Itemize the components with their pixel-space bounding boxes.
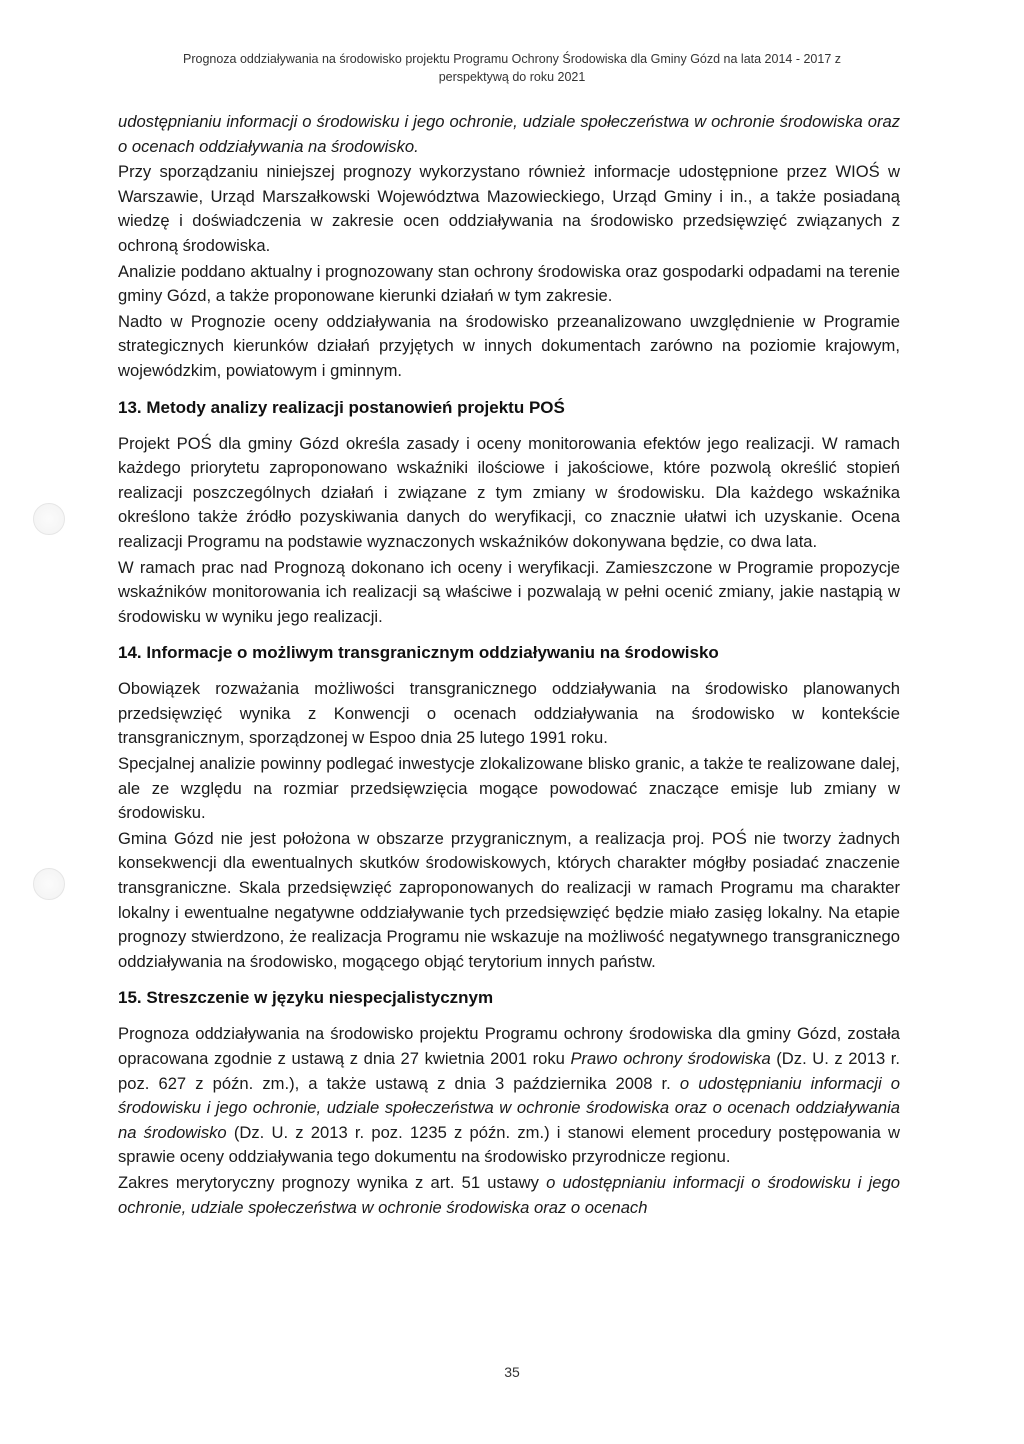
italic-act-title: o udostępnianiu informacji o środowisku i jego ochronie, udziale społeczeństwa w ochronie środowiska oraz o ocenach oddziaływania na środowisko — [118, 1073, 900, 1142]
running-header — [120, 50, 904, 86]
section-13-paragraph: Projekt POŚ dla gminy Gózd określa zasady i oceny monitorowania efektów jego realizacji. W ramach każdego priorytetu zaproponowano wskaźniki ilościowe i jakościowe, które pozwolą określić stopień realizacji poszczególnych działań i związane z tym zmiany w środowisku. Dla każdego wskaźnika określono także źródło pozyskiwania danych do weryfikacji, co znacznie ułatwi ich uzyskanie. Ocena realizacji Programu na podstawie wyznaczonych wskaźników dokonywana będzie, co dwa lata. — [118, 433, 900, 551]
text-run: (Dz. U. z 2013 r. poz. 1235 z późn. zm.) i stanowi element procedury postępowania w sprawie oceny oddziaływania tego dokumentu na środowisko przyrodnicze regionu. — [118, 1122, 900, 1167]
italic-act-title: o udostępnianiu informacji o środowisku i jego ochronie, udziale społeczeństwa w ochronie środowiska oraz o ocenach — [118, 1172, 900, 1217]
text-run: Prognoza oddziaływania na środowisko projektu Programu ochrony środowiska dla gminy Gózd, została opracowana zgodnie z ustawą z dnia 27 kwietnia 2001 roku — [118, 1024, 900, 1068]
page-number: 35 — [504, 1364, 520, 1380]
text-run: Zakres merytoryczny prognozy wynika z art. 51 ustawy — [118, 1172, 547, 1192]
section-15-paragraph — [118, 1171, 900, 1220]
section-15-heading: 15. Streszczenie w języku niespecjalistycznym — [118, 988, 494, 1008]
intro-paragraph: Analizie poddano aktualny i prognozowany stan ochrony środowiska oraz gospodarki odpadami na terenie gminy Gózd, a także proponowane kierunki działań w tym zakresie. — [118, 261, 900, 306]
section-13-heading: 13. Metody analizy realizacji postanowień projektu POŚ — [118, 397, 565, 417]
section-14-heading: 14. Informacje o możliwym transgranicznym oddziaływaniu na środowisko — [118, 643, 719, 663]
running-header-line: Prognoza oddziaływania na środowisko projektu Programu Ochrony Środowiska dla Gminy Gózd na lata 2014 - 2017 z — [183, 52, 841, 66]
page-body — [118, 110, 900, 1221]
section-14-paragraph: Obowiązek rozważania możliwości transgranicznego oddziaływania na środowisko planowanych przedsięwzięć wynika z Konwencji o ocenach oddziaływania na środowisko w kontekście transgranicznym, sporządzonej w Espoo dnia 25 lutego 1991 roku. — [118, 679, 900, 748]
intro-paragraph: Przy sporządzaniu niniejszej prognozy wykorzystano również informacje udostępnione przez WIOŚ w Warszawie, Urząd Marszałkowski Województwa Mazowieckiego, Urząd Gminy i in., a także posiadaną wiedzę i doświadczenia w zakresie ocen oddziaływania na środowisko przedsięwzięć związanych z ochroną środowiska. — [118, 162, 900, 255]
italic-act-title: Prawo ochrony środowiska — [570, 1049, 771, 1068]
section-13-paragraph: W ramach prac nad Prognozą dokonano ich oceny i weryfikacji. Zamieszczone w Programie propozycje wskaźników monitorowania ich realizacji są właściwe i pozwalają w pełni ocenić zmiany, jakie nastąpią w środowisku w wyniku jego realizacji. — [118, 557, 900, 626]
intro-paragraph — [118, 110, 900, 159]
italic-act-title: udostępnianiu informacji o środowisku i jego ochronie, udziale społeczeństwa w ochronie środowiska oraz o ocenach oddziaływania na środowisko. — [118, 112, 900, 156]
section-14-paragraph: Specjalnej analizie powinny podlegać inwestycje zlokalizowane blisko granic, a także te realizowane dalej, ale ze względu na rozmiar przedsięwzięcia mogące powodować znaczące emisje lub zmiany w środowisku. — [118, 754, 900, 823]
section-15-paragraph — [118, 1022, 900, 1170]
section-14-paragraph: Gmina Gózd nie jest położona w obszarze przygranicznym, a realizacja proj. POŚ nie tworzy żadnych konsekwencji dla ewentualnych skutków środowiskowych, których charakter mógłby posiadać znaczenie transgraniczne. Skala przedsięwzięć zaproponowanych do realizacji w ramach Programu ma charakter lokalny i ewentualne negatywne oddziaływanie tych przedsięwzięć będzie miało zasięg lokalny. Na etapie prognozy stwierdzono, że realizacja Programu nie wskazuje na możliwość negatywnego transgranicznego oddziaływania na środowisko, mogącego objąć terytorium innych państw. — [118, 828, 900, 971]
intro-paragraph: Nadto w Prognozie oceny oddziaływania na środowisko przeanalizowano uwzględnienie w Programie strategicznych kierunków działań przyjętych w innych dokumentach zarówno na poziomie krajowym, wojewódzkim, powiatowym i gminnym. — [118, 311, 900, 380]
running-header-line: perspektywą do roku 2021 — [438, 70, 586, 84]
text-run: (Dz. U. z 2013 r. poz. 627 z późn. zm.), a także ustawą z dnia 3 października 2008 r. — [118, 1049, 901, 1093]
punch-hole-mark — [33, 503, 65, 535]
punch-hole-mark — [33, 868, 65, 900]
